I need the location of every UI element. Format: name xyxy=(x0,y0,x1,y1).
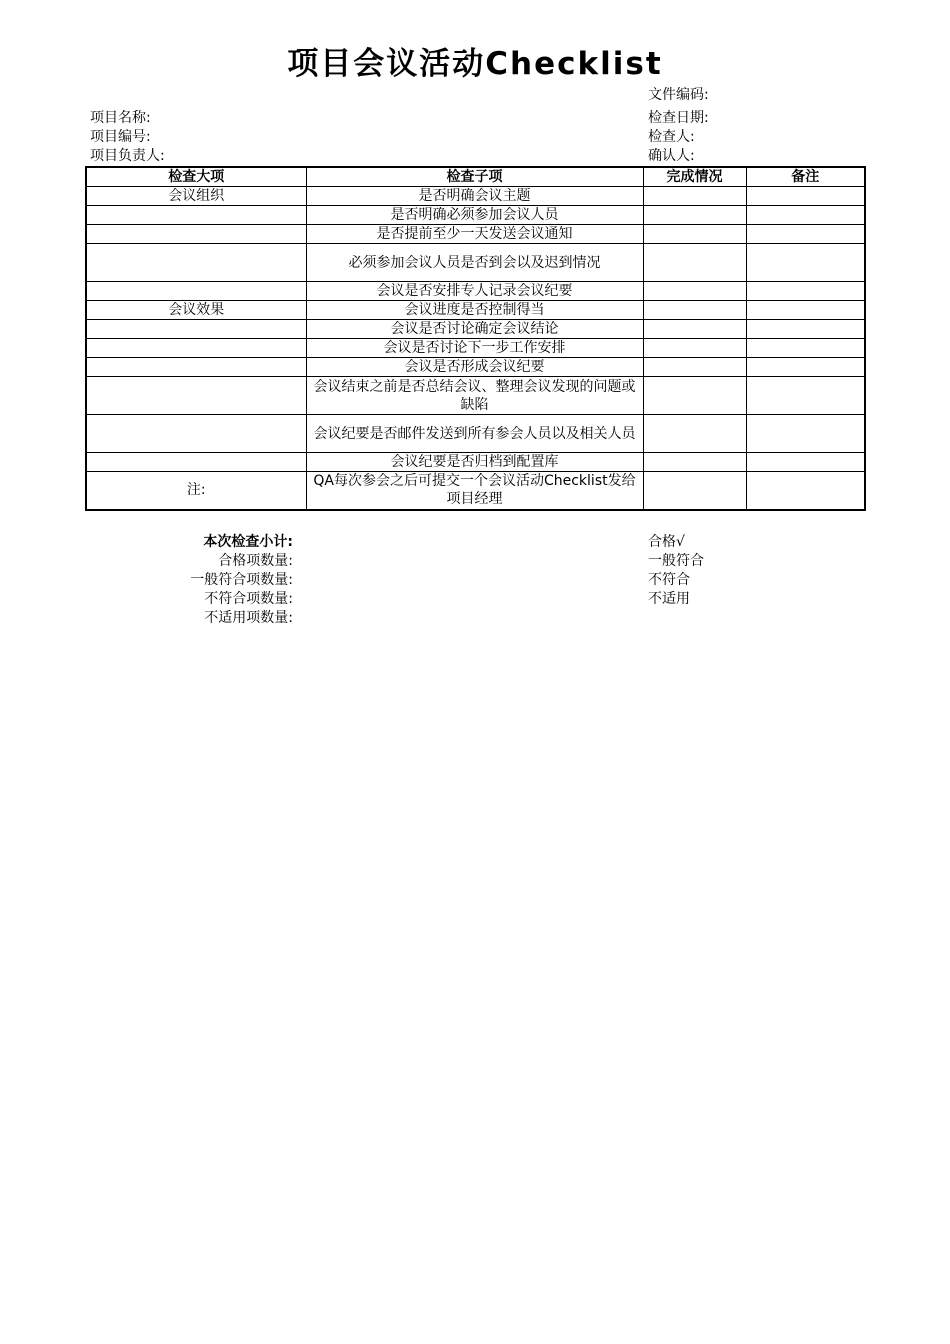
category-cell xyxy=(86,244,306,282)
category-cell xyxy=(86,206,306,225)
status-cell[interactable] xyxy=(643,225,746,244)
item-cell: 是否明确必须参加会议人员 xyxy=(306,206,643,225)
remark-cell[interactable] xyxy=(746,339,865,358)
status-cell[interactable] xyxy=(643,320,746,339)
checker-label: 检查人: xyxy=(648,129,695,145)
table-row xyxy=(86,301,865,320)
category-cell xyxy=(86,415,306,453)
remark-cell[interactable] xyxy=(746,187,865,206)
item-cell: 会议纪要是否归档到配置库 xyxy=(306,453,643,472)
table-row xyxy=(86,415,865,453)
status-cell[interactable] xyxy=(643,339,746,358)
table-row xyxy=(86,187,865,206)
item-cell: 会议是否讨论下一步工作安排 xyxy=(306,339,643,358)
legend-general: 一般符合 xyxy=(648,553,704,569)
pass-count-label: 合格项数量: xyxy=(218,553,293,569)
item-cell: 会议纪要是否邮件发送到所有参会人员以及相关人员 xyxy=(306,415,643,453)
confirmer-label: 确认人: xyxy=(648,148,695,164)
remark-cell[interactable] xyxy=(746,244,865,282)
status-cell[interactable] xyxy=(643,206,746,225)
status-cell[interactable] xyxy=(643,282,746,301)
remark-cell[interactable] xyxy=(746,453,865,472)
table-row xyxy=(86,206,865,225)
item-cell: 会议进度是否控制得当 xyxy=(306,301,643,320)
note-text-cell: QA每次参会之后可提交一个会议活动Checklist发给项目经理 xyxy=(306,472,643,510)
checklist-table xyxy=(85,166,866,511)
project-number-label: 项目编号: xyxy=(90,129,151,145)
remark-cell[interactable] xyxy=(746,472,865,510)
table-row xyxy=(86,225,865,244)
table-header-row xyxy=(86,167,865,187)
table-row xyxy=(86,377,865,415)
remark-cell[interactable] xyxy=(746,320,865,339)
item-cell: 会议是否安排专人记录会议纪要 xyxy=(306,282,643,301)
page-title: 项目会议活动Checklist xyxy=(287,46,663,82)
remark-cell[interactable] xyxy=(746,358,865,377)
check-date-label: 检查日期: xyxy=(648,110,709,126)
remark-cell[interactable] xyxy=(746,301,865,320)
column-header-remark: 备注 xyxy=(746,167,865,187)
category-cell: 会议组织 xyxy=(86,187,306,206)
file-code-label: 文件编码: xyxy=(648,87,709,103)
status-cell[interactable] xyxy=(643,453,746,472)
category-cell xyxy=(86,377,306,415)
table-row xyxy=(86,472,865,510)
remark-cell[interactable] xyxy=(746,225,865,244)
remark-cell[interactable] xyxy=(746,377,865,415)
noncompliant-count-label: 不符合项数量: xyxy=(204,591,293,607)
item-cell: 会议是否讨论确定会议结论 xyxy=(306,320,643,339)
category-cell: 会议效果 xyxy=(86,301,306,320)
item-cell: 会议是否形成会议纪要 xyxy=(306,358,643,377)
project-owner-label: 项目负责人: xyxy=(90,148,165,164)
project-name-label: 项目名称: xyxy=(90,110,151,126)
remark-cell[interactable] xyxy=(746,282,865,301)
column-header-status: 完成情况 xyxy=(643,167,746,187)
status-cell[interactable] xyxy=(643,377,746,415)
item-cell: 是否明确会议主题 xyxy=(306,187,643,206)
item-cell: 必须参加会议人员是否到会以及迟到情况 xyxy=(306,244,643,282)
category-cell xyxy=(86,339,306,358)
table-row xyxy=(86,282,865,301)
category-cell xyxy=(86,225,306,244)
status-cell[interactable] xyxy=(643,301,746,320)
remark-cell[interactable] xyxy=(746,206,865,225)
category-cell xyxy=(86,453,306,472)
legend-na: 不适用 xyxy=(648,591,690,607)
na-count-label: 不适用项数量: xyxy=(204,610,293,626)
summary-heading: 本次检查小计: xyxy=(203,534,293,550)
item-cell: 是否提前至少一天发送会议通知 xyxy=(306,225,643,244)
column-header-item: 检查子项 xyxy=(306,167,643,187)
table-row xyxy=(86,358,865,377)
legend-pass: 合格√ xyxy=(648,534,685,550)
status-cell[interactable] xyxy=(643,415,746,453)
table-row xyxy=(86,244,865,282)
table-row xyxy=(86,339,865,358)
column-header-category: 检查大项 xyxy=(86,167,306,187)
status-cell[interactable] xyxy=(643,244,746,282)
remark-cell[interactable] xyxy=(746,415,865,453)
status-cell[interactable] xyxy=(643,187,746,206)
legend-noncompliant: 不符合 xyxy=(648,572,690,588)
status-cell[interactable] xyxy=(643,472,746,510)
table-row xyxy=(86,453,865,472)
general-count-label: 一般符合项数量: xyxy=(190,572,293,588)
status-cell[interactable] xyxy=(643,358,746,377)
note-label-cell: 注: xyxy=(86,472,306,510)
category-cell xyxy=(86,282,306,301)
category-cell xyxy=(86,320,306,339)
item-cell: 会议结束之前是否总结会议、整理会议发现的问题或缺陷 xyxy=(306,377,643,415)
category-cell xyxy=(86,358,306,377)
table-row xyxy=(86,320,865,339)
